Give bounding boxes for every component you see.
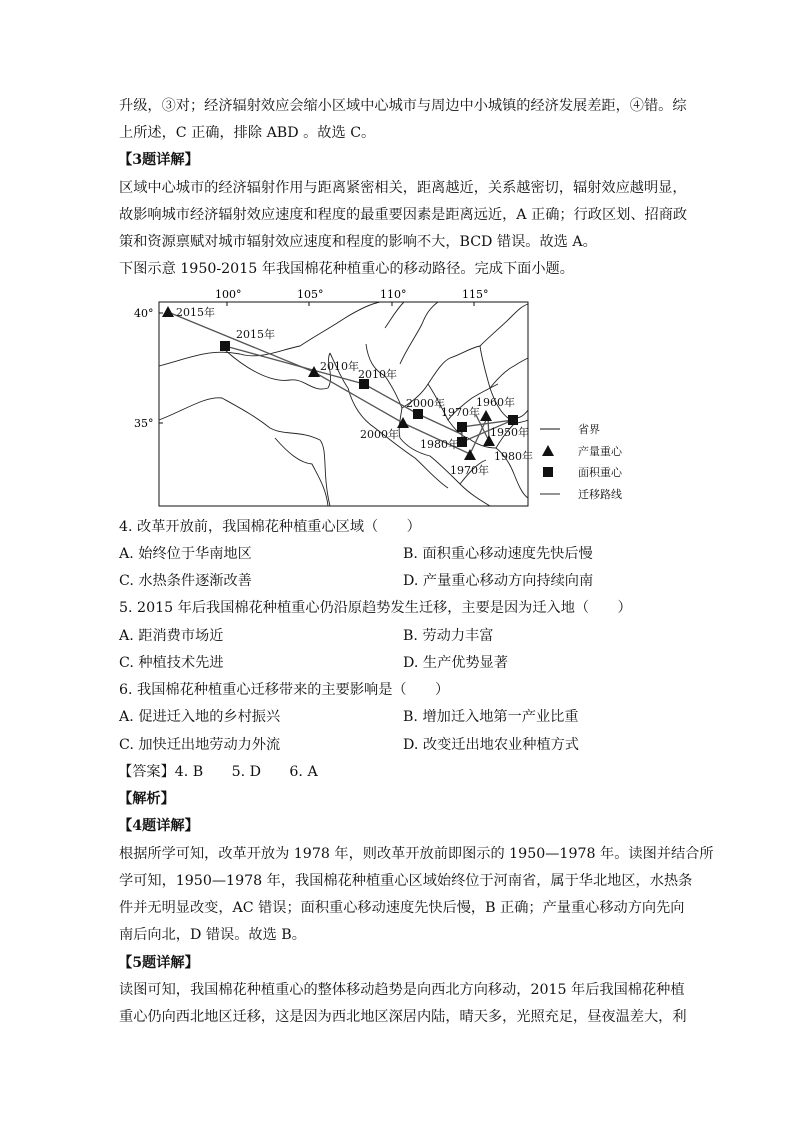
lat-label-40: 40° bbox=[134, 307, 154, 320]
lon-label-115: 115° bbox=[462, 288, 489, 301]
q5-option-b[interactable]: B. 劳动力丰富 bbox=[403, 628, 494, 644]
q3-heading: 【3题详解】 bbox=[118, 152, 199, 168]
q6-stem: 6. 我国棉花种植重心迁移带来的主要影响是（ ） bbox=[119, 682, 450, 698]
q5-option-a[interactable]: A. 距消费市场近 bbox=[119, 628, 224, 644]
q5-line-1: 读图可知，我国棉花种植重心的整体移动趋势是向西北方向移动，2015 年后我国棉花种植 bbox=[119, 982, 685, 998]
legend-boundary: 省界 bbox=[578, 423, 600, 436]
lon-label-100: 100° bbox=[215, 288, 242, 301]
legend-route: 迁移路线 bbox=[578, 488, 622, 501]
year-label: 1980年 bbox=[494, 450, 533, 463]
area-center-1970 bbox=[457, 422, 467, 432]
q6-option-a[interactable]: A. 促进迁入地的乡村振兴 bbox=[119, 709, 281, 725]
year-label: 1960年 bbox=[476, 396, 515, 409]
q4-line-4: 南后向北，D 错误。故选 B。 bbox=[119, 927, 306, 943]
year-label: 1970年 bbox=[441, 406, 480, 419]
q4-option-d[interactable]: D. 产量重心移动方向持续向南 bbox=[403, 573, 594, 589]
intro-line-2: 上所述，C 正确，排除 ABD 。故选 C。 bbox=[119, 125, 376, 141]
year-label: 1950年 bbox=[490, 426, 529, 439]
year-label: 2000年 bbox=[406, 397, 445, 410]
q6-option-d[interactable]: D. 改变迁出地农业种植方式 bbox=[403, 737, 579, 753]
area-center-2015 bbox=[220, 341, 230, 351]
q5-option-d[interactable]: D. 生产优势显著 bbox=[403, 655, 509, 671]
q4-heading: 【4题详解】 bbox=[118, 818, 199, 834]
lon-label-110: 110° bbox=[380, 288, 407, 301]
analysis-heading: 【解析】 bbox=[118, 791, 175, 807]
q4-option-b[interactable]: B. 面积重心移动速度先快后慢 bbox=[403, 546, 593, 562]
q5-heading: 【5题详解】 bbox=[118, 955, 199, 971]
year-label: 1980年 bbox=[420, 438, 459, 451]
q5-option-c[interactable]: C. 种植技术先进 bbox=[119, 655, 224, 671]
q4-line-1: 根据所学可知，改革开放为 1978 年，则改革开放前即图示的 1950—1978 年。读图并结合所 bbox=[119, 846, 714, 862]
area-center-1950 bbox=[508, 415, 518, 425]
answer-line: 【答案】4. B 5. D 6. A bbox=[118, 764, 318, 780]
q5-line-2: 重心仍向西北地区迁移，这是因为西北地区深居内陆，晴天多，光照充足，昼夜温差大，利 bbox=[119, 1009, 687, 1025]
legend-production-icon bbox=[542, 445, 554, 456]
lat-label-35: 35° bbox=[134, 417, 154, 430]
q4-option-a[interactable]: A. 始终位于华南地区 bbox=[119, 546, 252, 562]
q3-line-3: 策和资源禀赋对城市辐射效应速度和程度的影响不大，BCD 错误。故选 A。 bbox=[119, 234, 597, 250]
figure-intro: 下图示意 1950-2015 年我国棉花种植重心的移动路径。完成下面小题。 bbox=[119, 261, 574, 277]
legend-production: 产量重心 bbox=[578, 445, 622, 458]
q4-line-2: 学可知，1950—1978 年，我国棉花种植重心区域始终位于河南省，属于华北地区，水热条 bbox=[119, 873, 693, 889]
year-label: 2010年 bbox=[358, 368, 397, 381]
area-center-2000 bbox=[413, 409, 423, 419]
year-label: 2000年 bbox=[360, 428, 399, 441]
year-label: 1970年 bbox=[450, 464, 489, 477]
year-label: 2010年 bbox=[320, 360, 359, 373]
legend-area-icon bbox=[543, 467, 553, 477]
q6-option-c[interactable]: C. 加快迁出地劳动力外流 bbox=[119, 737, 281, 753]
year-label: 2015年 bbox=[176, 306, 215, 319]
legend-area: 面积重心 bbox=[578, 466, 622, 479]
intro-line-1: 升级，③对；经济辐射效应会缩小区域中心城市与周边中小城镇的经济发展差距，④错。综 bbox=[119, 98, 687, 114]
cotton-center-map bbox=[130, 288, 650, 510]
q4-stem: 4. 改革开放前，我国棉花种植重心区域（ ） bbox=[119, 519, 421, 535]
q3-line-1: 区域中心城市的经济辐射作用与距离紧密相关，距离越近，关系越密切，辐射效应越明显， bbox=[119, 180, 687, 196]
q5-stem: 5. 2015 年后我国棉花种植重心仍沿原趋势发生迁移，主要是因为迁入地（ ） bbox=[119, 600, 632, 616]
map-legend bbox=[540, 422, 623, 501]
lon-label-105: 105° bbox=[297, 288, 324, 301]
q3-line-2: 故影响城市经济辐射效应速度和程度的最重要因素是距离远近，A 正确；行政区划、招商政 bbox=[119, 207, 688, 223]
q4-option-c[interactable]: C. 水热条件逐渐改善 bbox=[119, 573, 252, 589]
year-label: 2015年 bbox=[236, 328, 275, 341]
q4-line-3: 件并无明显改变，AC 错误；面积重心移动速度先快后慢，B 正确；产量重心移动方向先向 bbox=[119, 900, 685, 916]
q6-option-b[interactable]: B. 增加迁入地第一产业比重 bbox=[403, 709, 579, 725]
